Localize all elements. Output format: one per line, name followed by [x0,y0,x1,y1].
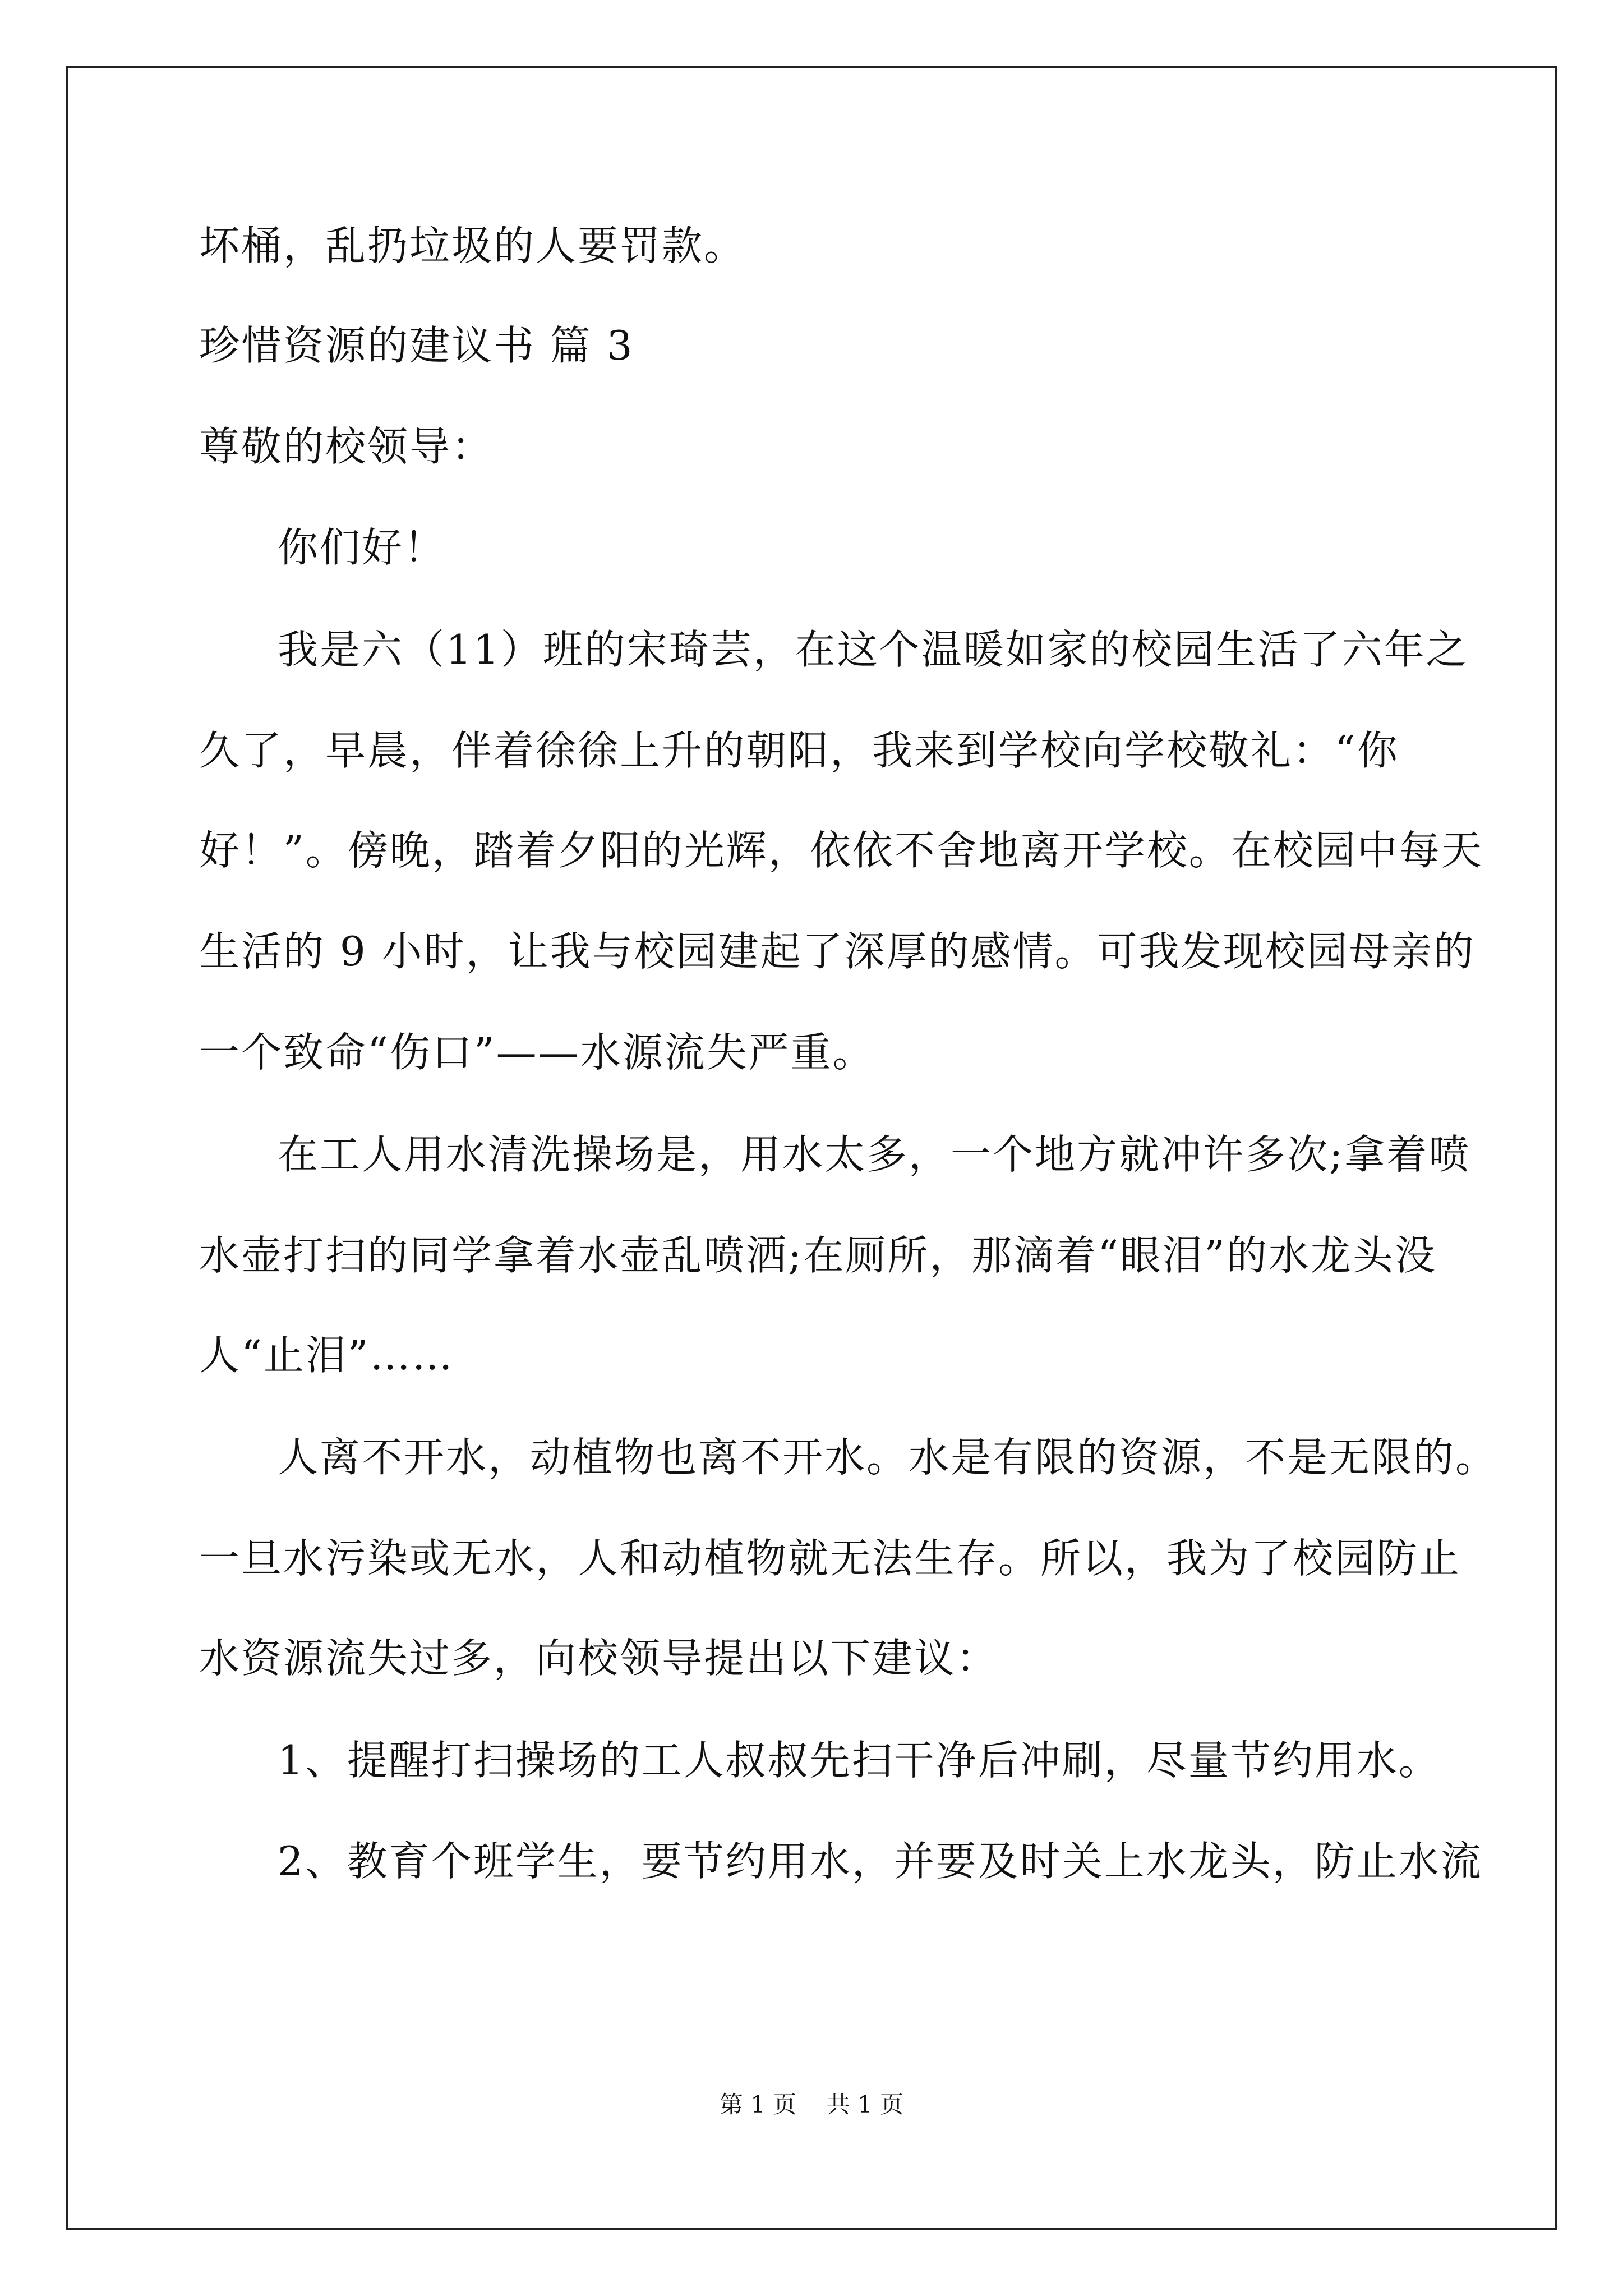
paragraph-line: 我是六（11）班的宋琦芸，在这个温暖如家的校园生活了六年之 [278,626,1468,673]
list-item: 1、提醒打扫操场的工人叔叔先扫干净后冲刷，尽量节约用水。 [278,1737,1441,1784]
paragraph-line: 一个致命“伤口”——水源流失严重。 [199,1029,875,1076]
paragraph-line: 水资源流失过多，向校领导提出以下建议： [199,1635,999,1682]
text-line: 坏桶，乱扔垃圾的人要罚款。 [199,222,746,269]
paragraph-line: 水壶打扫的同学拿着水壶乱喷洒;在厕所，那滴着“眼泪”的水龙头没 [199,1232,1437,1279]
paragraph-line: 人离不开水，动植物也离不开水。水是有限的资源，不是无限的。 [278,1434,1498,1481]
paragraph-line: 一旦水污染或无水，人和动植物就无法生存。所以，我为了校园防止 [199,1535,1461,1582]
list-item: 2、教育个班学生，要节约用水，并要及时关上水龙头，防止水流 [278,1838,1483,1885]
salutation: 尊敬的校领导： [199,423,494,470]
greeting: 你们好！ [278,524,446,571]
paragraph-line: 在工人用水清洗操场是，用水太多，一个地方就冲许多次;拿着喷 [278,1131,1471,1178]
paragraph-line: 人“止泪”…… [199,1332,454,1379]
section-heading: 珍惜资源的建议书 篇 3 [199,322,634,369]
page-footer: 第 1 页 共 1 页 [719,2091,904,2118]
paragraph-line: 久了，早晨，伴着徐徐上升的朝阳，我来到学校向学校敬礼：“你 [199,727,1399,774]
paragraph-line: 好！”。傍晚，踏着夕阳的光辉，依依不舍地离开学校。在校园中每天 [199,827,1483,874]
paragraph-line: 生活的 9 小时，让我与校园建起了深厚的感情。可我发现校园母亲的 [199,928,1476,975]
